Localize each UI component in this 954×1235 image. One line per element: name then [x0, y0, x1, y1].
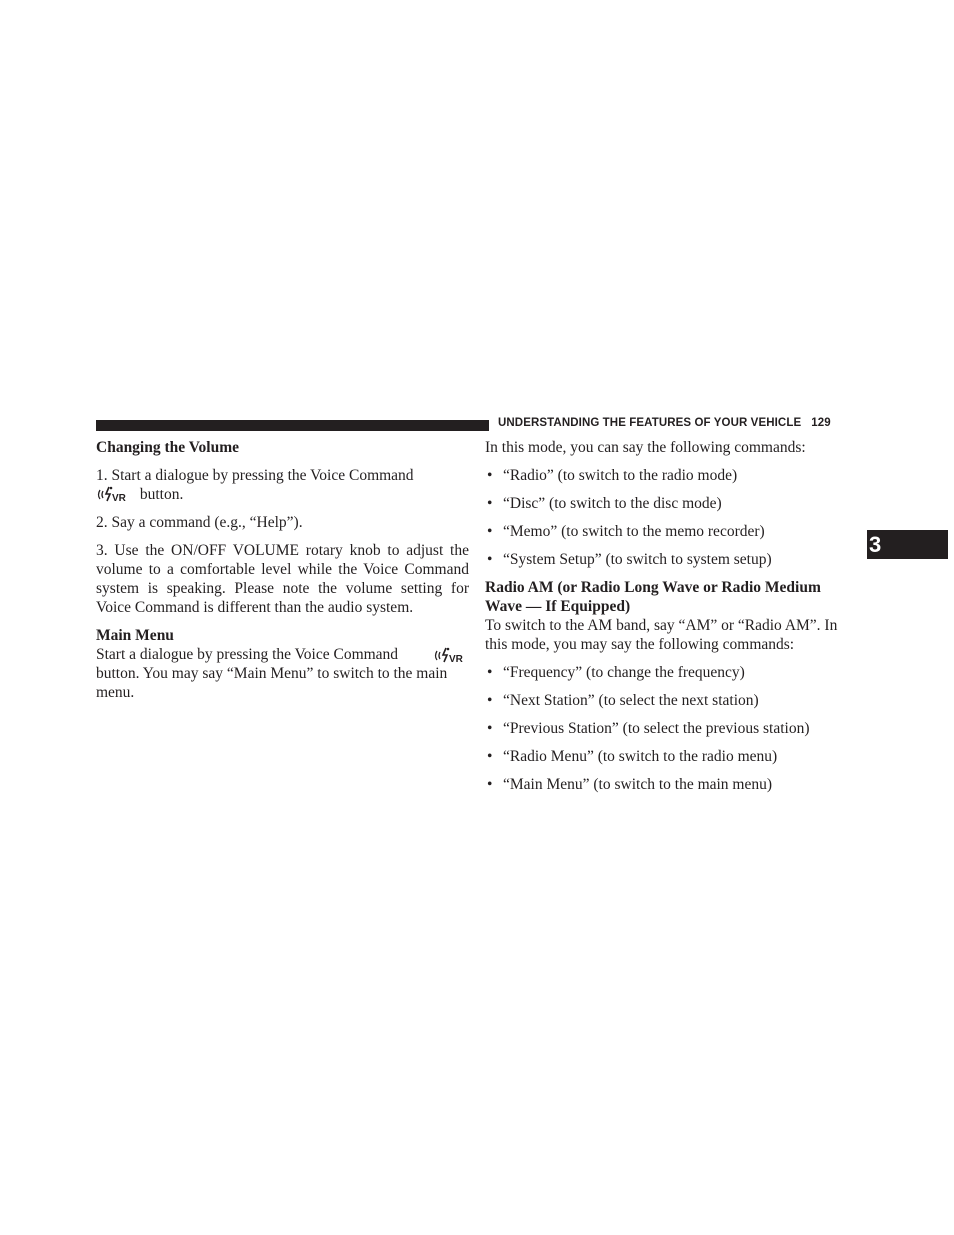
- list-item: • “Radio” (to switch to the radio mode): [487, 467, 738, 484]
- step-2: 2. Say a command (e.g., “Help”).: [96, 514, 303, 531]
- radio-am-command-list: [485, 663, 859, 794]
- header-title: UNDERSTANDING THE FEATURES OF YOUR VEHICLE: [498, 417, 802, 429]
- chapter-tab: 3: [867, 530, 948, 559]
- voice-command-icon: [433, 646, 469, 664]
- step-1-text: 1. Start a dialogue by pressing the Voice Command: [96, 467, 414, 484]
- svg-text:VR: VR: [112, 493, 126, 503]
- list-item: • “Frequency” (to change the frequency): [487, 664, 745, 681]
- list-item: • “Main Menu” (to switch to the main menu): [487, 776, 773, 793]
- step-1-button-word: button.: [139, 486, 184, 503]
- radio-am-text: To switch to the AM band, say “AM” or “Radio AM”. In this mode, you may say the following commands:: [485, 617, 838, 653]
- list-item: • “Next Station” (to select the next station): [487, 692, 759, 709]
- header-rule: [96, 420, 489, 431]
- heading-main-menu: Main Menu: [96, 627, 174, 644]
- commands-intro: In this mode, you can say the following commands:: [485, 439, 806, 456]
- list-item: • “Disc” (to switch to the disc mode): [487, 495, 722, 512]
- main-menu-text-start: Start a dialogue by pressing the Voice Command: [96, 646, 399, 663]
- heading-changing-volume: Changing the Volume: [96, 439, 239, 456]
- step-3: 3. Use the ON/OFF VOLUME rotary knob to adjust the volume to a comfortable level while the Voice Command system is speaking. Please note the volume setting for Voice Command is different than the audio system.: [96, 542, 469, 616]
- main-menu-text-end: button. You may say “Main Menu” to switch to the main menu.: [96, 665, 448, 701]
- voice-command-icon: [96, 485, 132, 503]
- command-list: [485, 466, 859, 569]
- page-number: 129: [811, 417, 831, 429]
- running-header: [498, 417, 858, 433]
- list-item: • “Radio Menu” (to switch to the radio menu): [487, 748, 778, 765]
- step-1: [96, 466, 469, 504]
- list-item: • “Memo” (to switch to the memo recorder): [487, 523, 765, 540]
- svg-text:VR: VR: [449, 654, 463, 664]
- list-item: • “Previous Station” (to select the previous station): [487, 720, 810, 737]
- heading-radio-am: Radio AM (or Radio Long Wave or Radio Medium Wave — If Equipped): [485, 579, 821, 615]
- list-item: • “System Setup” (to switch to system setup): [487, 551, 772, 568]
- left-column: [96, 438, 469, 702]
- right-column: [485, 438, 859, 794]
